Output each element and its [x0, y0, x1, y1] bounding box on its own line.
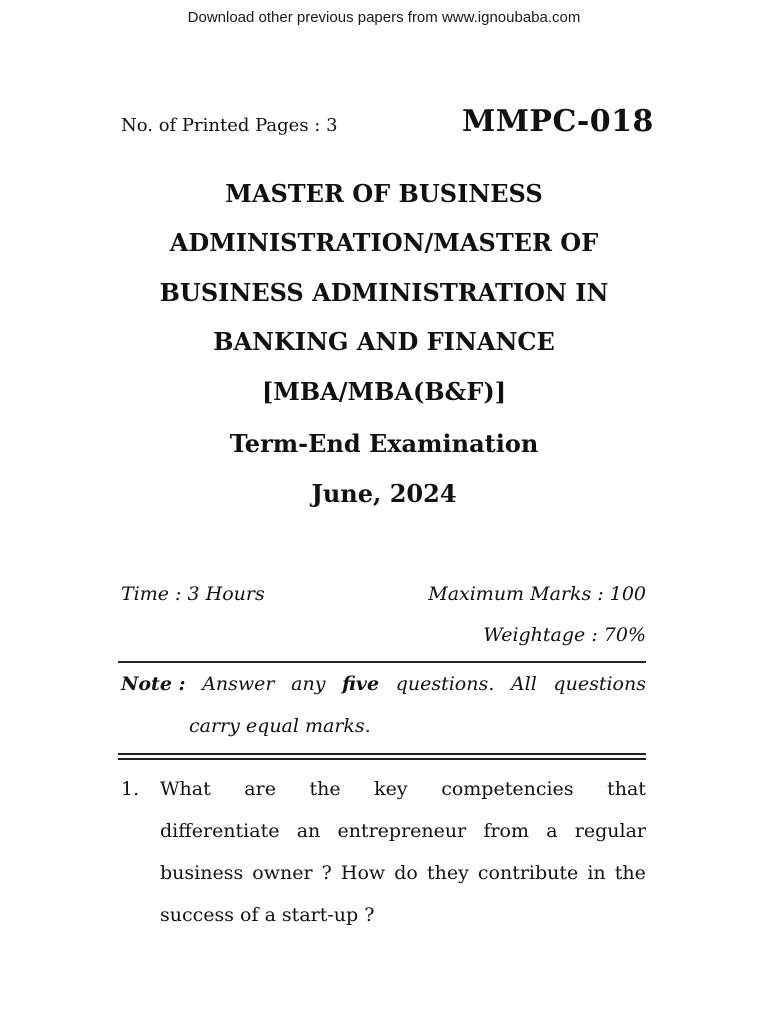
note-word: All — [510, 673, 537, 695]
title-line-1: MASTER OF BUSINESS — [225, 179, 543, 208]
exam-title: Term-End Examination — [229, 429, 539, 458]
download-banner: Download other previous papers from www.ignoubaba.com — [187, 9, 581, 26]
question-word: do — [394, 862, 418, 884]
note-word: questions — [553, 673, 646, 695]
question-word: an — [296, 820, 321, 842]
question-word: owner — [252, 862, 313, 884]
question-line-1 — [160, 778, 646, 800]
note-word: questions. — [395, 673, 495, 695]
question-line-4: success of a start-up ? — [160, 904, 375, 926]
note-line-2: carry equal marks. — [189, 715, 371, 737]
printed-pages-label: No. of Printed Pages : 3 — [121, 115, 338, 136]
question-line-3 — [160, 862, 646, 884]
question-word: a — [546, 820, 558, 842]
question-word: What — [160, 778, 211, 800]
question-word: that — [607, 778, 646, 800]
note-word-emphasis: five — [342, 673, 380, 695]
weightage: Weightage : 70% — [483, 624, 646, 646]
question-word: business — [160, 862, 244, 884]
note-label: Note : — [121, 673, 186, 695]
divider-top — [118, 661, 646, 663]
question-line-2 — [160, 820, 646, 842]
note-line-1 — [121, 673, 646, 695]
question-word: the — [614, 862, 646, 884]
maximum-marks: Maximum Marks : 100 — [428, 583, 646, 605]
title-line-4: BANKING AND FINANCE — [213, 327, 555, 356]
title-line-3: BUSINESS ADMINISTRATION IN — [159, 278, 609, 307]
question-word: the — [309, 778, 341, 800]
program-code: [MBA/MBA(B&F)] — [261, 377, 507, 406]
note-word: Answer — [202, 673, 275, 695]
question-word: entrepreneur — [337, 820, 467, 842]
question-word: key — [374, 778, 408, 800]
double-divider-upper — [118, 753, 646, 755]
course-code: MMPC-018 — [462, 104, 654, 139]
question-word: competencies — [441, 778, 574, 800]
question-word: differentiate — [160, 820, 280, 842]
time-allowed: Time : 3 Hours — [121, 583, 265, 605]
note-word: any — [291, 673, 326, 695]
question-word: they — [426, 862, 469, 884]
question-word: from — [483, 820, 530, 842]
question-word: How — [340, 862, 386, 884]
double-divider-lower — [118, 758, 646, 760]
question-word: in — [587, 862, 606, 884]
title-line-2: ADMINISTRATION/MASTER OF — [169, 228, 599, 257]
question-word: ? — [321, 862, 332, 884]
question-number: 1. — [121, 778, 140, 800]
question-word: are — [244, 778, 276, 800]
exam-session: June, 2024 — [311, 479, 457, 508]
question-word: regular — [574, 820, 646, 842]
question-word: contribute — [477, 862, 579, 884]
